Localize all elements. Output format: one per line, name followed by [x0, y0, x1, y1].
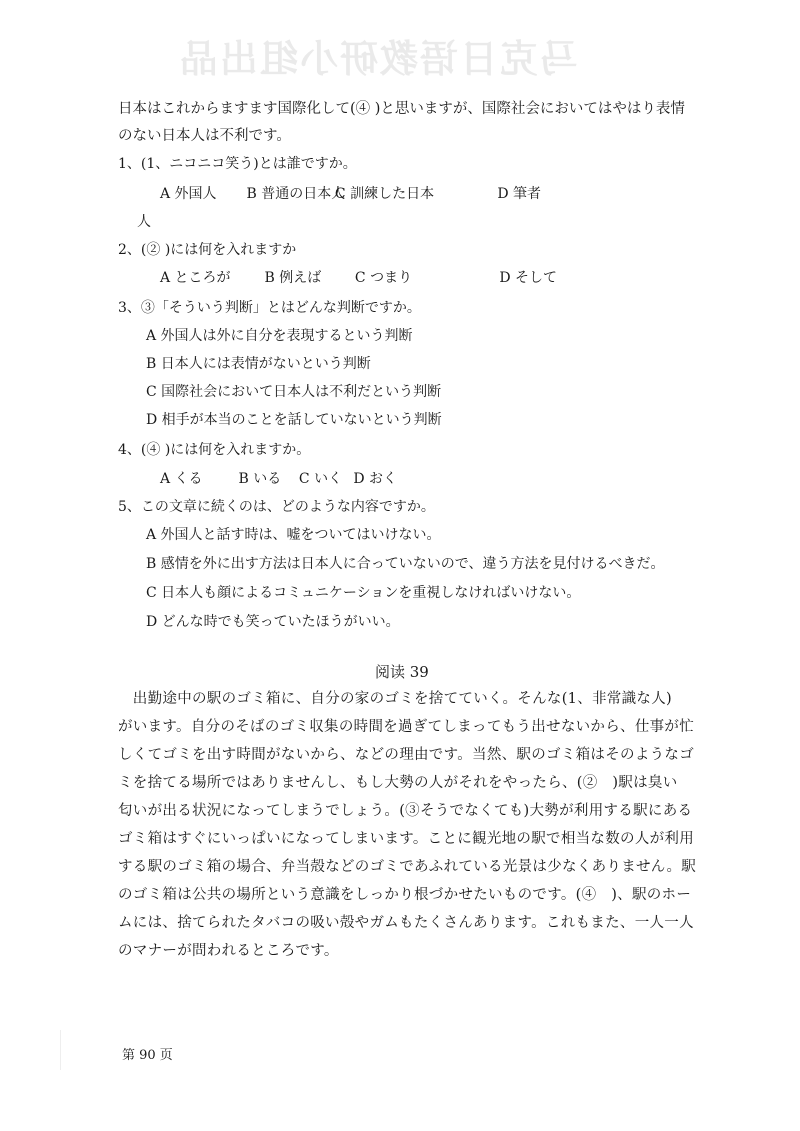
- option-b: B いる: [238, 471, 282, 487]
- reading-line: ミを捨てる場所ではありませんし、もし大勢の人がそれをやったら、(② )駅は臭い: [118, 775, 678, 791]
- question-1-wrap: 人: [137, 214, 151, 230]
- question-1-options: [160, 184, 541, 204]
- reading-line: ムには、捨てられたタバコの吸い殻やガムもたくさんあります。これもまた、一人一人: [118, 915, 694, 931]
- reading-line: しくてゴミを出す時間がないから、などの理由です。当然、駅のゴミ箱はそのようなゴ: [118, 747, 695, 763]
- reading-line: がいます。自分のそばのゴミ収集の時間を過ぎてしまってもう出せないから、仕事が忙: [118, 719, 695, 735]
- option-b: B 普通の日本人: [246, 186, 346, 202]
- question-5-option-d: D どんな時でも笑っていたほうがいい。: [146, 614, 400, 630]
- reading-line: する駅のゴミ箱の場合、弁当殻などのゴミであふれている光景は少なくありません。駅: [118, 859, 697, 875]
- question-3-option-a: A 外国人は外に自分を表現するという判断: [146, 328, 413, 344]
- question-5-option-b: B 感情を外に出す方法は日本人に合っていないので、違う方法を見付けるべきだ。: [146, 556, 665, 572]
- question-3-stem: 3、③「そういう判断」とはどんな判断ですか。: [118, 300, 421, 316]
- question-5-stem: 5、この文章に続くのは、どのような内容ですか。: [118, 499, 435, 515]
- question-2-stem: 2、(② )には何を入れますか: [118, 242, 297, 258]
- question-4-options: [160, 469, 397, 489]
- question-1-stem: 1、(1、ニコニコ笑う)とは誰ですか。: [118, 156, 357, 172]
- question-3-option-b: B 日本人には表情がないという判断: [146, 356, 371, 372]
- reading-line: のマナーが問われるところです。: [118, 943, 339, 959]
- reading-line: ゴミ箱はすぐにいっぱいになってしまいます。ことに観光地の駅で相当な数の人が利用: [118, 831, 695, 847]
- option-c: C いく: [298, 471, 343, 487]
- question-3-option-c: C 国際社会において日本人は不利だという判断: [146, 384, 442, 400]
- question-2-options: [160, 268, 557, 288]
- question-5-option-a: A 外国人と話す時は、嘘をついてはいけない。: [146, 527, 441, 543]
- option-d: D そして: [499, 270, 558, 286]
- intro-line-2: のない日本人は不利です。: [118, 128, 291, 144]
- question-5-option-c: C 日本人も顔によるコミュニケーションを重視しなければいけない。: [146, 585, 581, 601]
- option-d: D 筆者: [497, 186, 542, 202]
- reading-line: 匂いが出る状況になってしまうでしょう。(③そうでなくても)大勢が利用する駅にある: [118, 803, 693, 819]
- option-d: D おく: [353, 471, 398, 487]
- question-4-stem: 4、(④ )には何を入れますか。: [118, 442, 311, 458]
- watermark: 马克日语教研小组出品: [177, 37, 578, 81]
- page-number: 第 90 页: [122, 1048, 173, 1063]
- scan-artifact: [60, 1030, 61, 1070]
- option-b: B 例えば: [264, 270, 322, 286]
- option-a: A ところが: [160, 270, 231, 286]
- intro-line-1: 日本はこれからますます国際化して(④ )と思いますが、国際社会においてはやはり表情: [118, 101, 685, 117]
- reading-line: 出勤途中の駅のゴミ箱に、自分の家のゴミを捨てていく。そんな(1、非常識な人): [118, 691, 672, 707]
- reading-line: のゴミ箱は公共の場所という意識をしっかり根づかせたいものです。(④ )、駅のホー: [118, 887, 692, 903]
- option-a: A くる: [160, 471, 203, 487]
- option-a: A 外国人: [160, 186, 217, 202]
- question-3-option-d: D 相手が本当のことを話していないという判断: [146, 412, 442, 428]
- option-c: C つまり: [354, 270, 413, 286]
- reading-title: 阅读 39: [375, 663, 429, 681]
- option-c: C 訓練した日本: [334, 186, 435, 202]
